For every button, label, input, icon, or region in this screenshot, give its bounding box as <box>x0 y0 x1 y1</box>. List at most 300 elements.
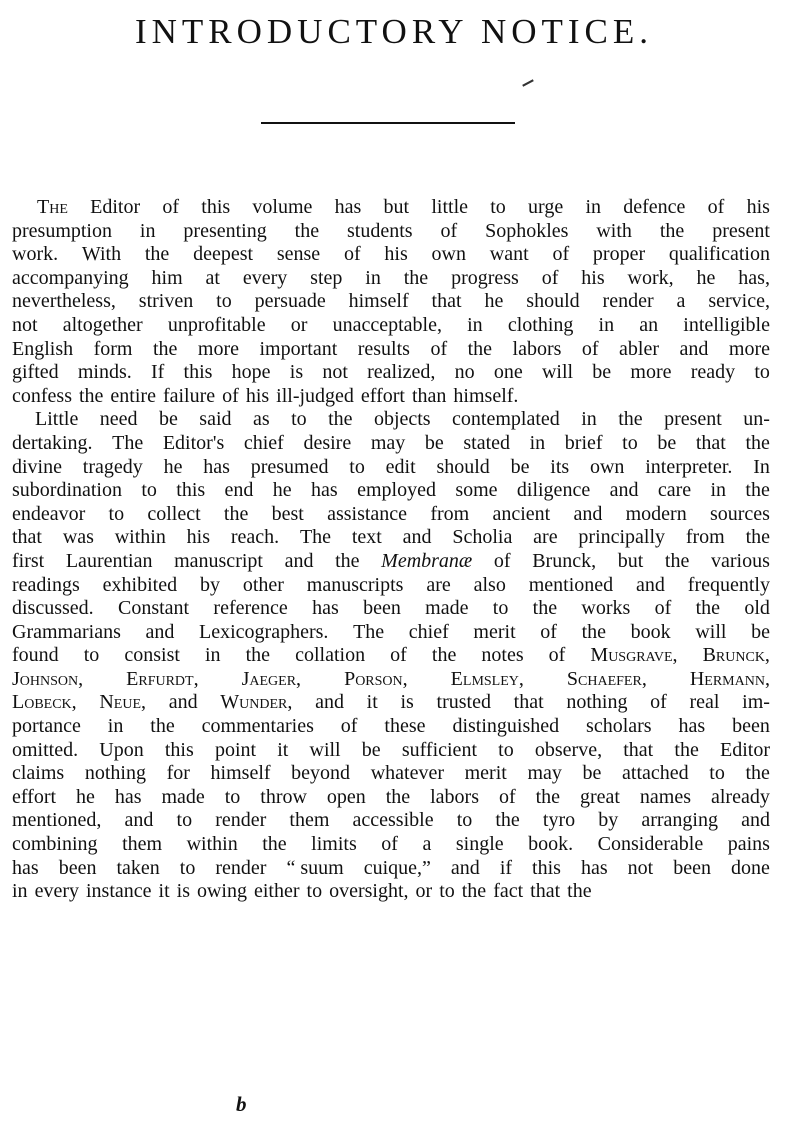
word: also <box>473 573 506 596</box>
word: the <box>745 526 770 549</box>
word: to <box>622 431 638 454</box>
word: limits <box>311 833 357 856</box>
word: merit <box>464 762 507 785</box>
word: The <box>112 431 144 454</box>
word: of <box>162 196 180 218</box>
word: be <box>361 738 381 761</box>
word: deepest <box>193 243 254 266</box>
word: the <box>745 762 770 785</box>
word: will <box>309 738 341 761</box>
word: be <box>592 361 612 384</box>
text-line <box>12 786 770 810</box>
word: Sophokles <box>485 219 569 242</box>
word: be <box>158 408 178 431</box>
word: oversight, <box>329 880 409 903</box>
word: with <box>596 219 632 242</box>
word: at <box>205 266 220 289</box>
word: un- <box>743 408 770 431</box>
word: real <box>689 691 720 714</box>
text-line <box>12 408 770 432</box>
word: has <box>114 785 142 808</box>
word: in <box>12 880 28 903</box>
word: work. <box>12 243 59 266</box>
word: by <box>199 573 220 596</box>
word: striven <box>138 290 194 313</box>
word: the <box>567 880 592 903</box>
title-rule <box>261 122 515 124</box>
word: the <box>152 337 178 360</box>
word: and <box>124 809 154 832</box>
word: this <box>201 196 231 218</box>
word: realized, <box>367 361 436 384</box>
word: trusted <box>436 691 491 714</box>
word: than <box>411 384 447 407</box>
word: urge <box>528 196 564 218</box>
word: in <box>598 313 615 336</box>
word: subordination <box>12 479 122 502</box>
word: accessible <box>352 809 434 832</box>
word: will <box>695 620 727 643</box>
word: he <box>272 479 292 502</box>
word: to <box>224 785 241 808</box>
word: nothing <box>84 762 146 785</box>
word: the <box>659 219 685 242</box>
word: more <box>197 337 239 360</box>
word: Schaefer, <box>566 667 647 690</box>
word: objects <box>373 408 431 431</box>
text-line <box>12 479 770 503</box>
word: has <box>580 856 608 879</box>
word: notes <box>481 644 524 667</box>
word: beyond <box>291 762 351 785</box>
word: single <box>455 833 504 856</box>
word: made <box>161 785 205 808</box>
word: various <box>710 549 770 572</box>
word: ready <box>690 361 736 384</box>
word: desire <box>303 431 352 454</box>
word: will <box>541 361 574 384</box>
word: the <box>495 809 520 832</box>
word: labors <box>512 337 562 360</box>
word: that <box>431 290 462 313</box>
word: hope <box>231 361 271 384</box>
word: best <box>271 502 304 525</box>
word: important <box>259 337 338 360</box>
text-line <box>12 880 770 904</box>
word: one <box>493 361 523 384</box>
word: need <box>99 408 138 431</box>
word: should <box>526 290 580 313</box>
word: present <box>712 219 770 242</box>
word: this <box>183 361 213 384</box>
word: interpreter. <box>645 455 733 478</box>
word: With <box>81 243 122 266</box>
word: claims <box>12 762 65 785</box>
word: Editor <box>90 196 141 218</box>
word: the <box>144 243 170 266</box>
word: every <box>34 880 79 903</box>
word: divine <box>12 455 62 478</box>
word: been <box>732 715 770 738</box>
word: some <box>455 479 498 502</box>
word: Brunck, <box>702 644 770 667</box>
word: not <box>322 361 348 384</box>
word: that <box>513 691 544 714</box>
word: the <box>461 880 487 903</box>
text-line <box>12 809 770 833</box>
word: is <box>289 361 304 384</box>
text-line <box>12 550 770 574</box>
word: has <box>334 196 362 218</box>
word: render <box>215 856 267 879</box>
word: be <box>510 455 530 478</box>
word: pains <box>727 833 770 856</box>
word: to <box>498 738 514 761</box>
word: to <box>216 290 232 313</box>
word: to <box>439 880 455 903</box>
word: form <box>93 337 133 360</box>
word: book <box>630 620 671 643</box>
word: Laurentian <box>65 549 153 572</box>
word: to <box>291 408 307 431</box>
word: tyro <box>542 809 576 832</box>
word: brief <box>564 431 603 454</box>
word: throw <box>260 785 307 808</box>
word: reference <box>213 597 288 620</box>
word: In <box>753 455 770 478</box>
word: this <box>164 738 194 761</box>
word: his <box>384 243 408 266</box>
word: service, <box>708 290 770 313</box>
word: first <box>12 549 45 572</box>
word: of <box>493 549 511 572</box>
word: be <box>751 620 770 643</box>
ink-speck <box>522 79 534 86</box>
word: the <box>581 620 607 643</box>
word: the <box>695 597 721 620</box>
word: merit <box>473 620 516 643</box>
word: assistance <box>327 502 408 525</box>
signature-mark: b <box>236 1092 247 1116</box>
word: them <box>289 809 330 832</box>
word: persuade <box>254 290 326 313</box>
text-line <box>12 290 770 314</box>
word: in <box>710 479 727 502</box>
word: distinguished <box>452 715 560 738</box>
word: not <box>627 856 654 879</box>
text-line <box>12 196 770 220</box>
word: may <box>370 431 406 454</box>
word: the <box>385 785 411 808</box>
word: proper <box>592 243 646 266</box>
word: presenting <box>183 219 267 242</box>
word: text <box>351 526 382 549</box>
word: and <box>168 691 198 714</box>
word: more <box>728 337 770 360</box>
text-line <box>12 833 770 857</box>
word: If <box>151 361 165 384</box>
word: for <box>166 762 190 785</box>
word: presumed <box>250 455 329 478</box>
word: edit <box>385 455 416 478</box>
word: frequently <box>687 573 770 596</box>
text-line <box>12 668 770 692</box>
word: to <box>456 809 473 832</box>
word: and <box>741 809 770 832</box>
word: to <box>141 479 157 502</box>
word: these <box>384 715 426 738</box>
word: and <box>450 856 480 879</box>
word: it <box>366 691 378 714</box>
word: the <box>745 479 770 502</box>
word: to <box>492 597 509 620</box>
word: nevertheless, <box>12 290 116 313</box>
word: Little <box>35 408 79 431</box>
word: been <box>58 856 97 879</box>
word: of <box>498 785 516 808</box>
text-line <box>12 220 770 244</box>
word: Upon <box>99 738 144 761</box>
word: been <box>673 856 711 879</box>
word: of <box>541 266 559 289</box>
word: the <box>664 549 690 572</box>
word: step <box>310 266 343 289</box>
word: in <box>585 196 602 218</box>
word: the <box>294 219 320 242</box>
word: The <box>299 526 332 549</box>
word: consist <box>124 644 180 667</box>
word: the <box>532 597 558 620</box>
word: Elmsley, <box>450 667 524 690</box>
word: and <box>573 502 603 525</box>
word: of <box>381 833 398 856</box>
word: nothing <box>566 691 628 714</box>
word: the <box>328 408 353 431</box>
word: this <box>532 856 561 879</box>
word: endeavor <box>12 502 86 525</box>
word: manuscripts <box>306 573 404 596</box>
word: Lexicographers. <box>199 620 329 643</box>
word: Constant <box>117 597 190 620</box>
word: of <box>390 644 407 667</box>
text-line <box>12 739 770 763</box>
word: an <box>639 313 659 336</box>
word: altogether <box>62 313 143 336</box>
word: fact <box>493 880 524 903</box>
word: results <box>357 337 410 360</box>
word: of <box>552 243 570 266</box>
word: reach. <box>230 526 280 549</box>
word: portance <box>12 715 81 738</box>
word: as <box>252 408 270 431</box>
word: of <box>540 620 557 643</box>
word: combining <box>12 833 98 856</box>
word: point <box>214 738 257 761</box>
word: effort <box>360 384 405 407</box>
word: minds. <box>77 361 132 384</box>
word: manuscript <box>174 549 263 572</box>
word: by <box>598 809 619 832</box>
word: of <box>654 597 672 620</box>
word: made <box>425 597 469 620</box>
word: Editor <box>719 738 770 761</box>
word: from <box>430 502 470 525</box>
text-line <box>12 267 770 291</box>
word: entire <box>110 384 156 407</box>
word: works <box>581 597 631 620</box>
word: effort <box>12 785 57 808</box>
word: great <box>579 785 620 808</box>
word: or <box>415 880 433 903</box>
word: but <box>383 196 410 218</box>
word: himself <box>348 290 409 313</box>
word: work, <box>627 266 674 289</box>
word: discussed. <box>12 597 94 620</box>
word: in <box>139 219 156 242</box>
word: presumption <box>12 219 112 242</box>
word: scholars <box>586 715 652 738</box>
word: it <box>158 880 170 903</box>
word: has <box>12 856 39 879</box>
word: more <box>630 361 672 384</box>
word: im- <box>742 691 770 714</box>
word: said <box>199 408 232 431</box>
word: old <box>744 597 770 620</box>
word: “ suum <box>286 856 344 879</box>
word: omitted. <box>12 738 79 761</box>
word: in <box>365 266 381 289</box>
word: sufficient <box>401 738 477 761</box>
word: has <box>678 715 706 738</box>
word: his <box>746 196 770 218</box>
word: Jaeger, <box>241 667 302 690</box>
text-line <box>12 857 770 881</box>
word: owing <box>196 880 247 903</box>
word: unprofitable <box>167 313 266 336</box>
word: own <box>431 243 466 266</box>
word: sources <box>709 502 770 525</box>
word: tragedy <box>82 455 143 478</box>
word: that <box>530 880 561 903</box>
word: his <box>186 526 211 549</box>
word: to <box>490 196 506 218</box>
word: be <box>657 431 677 454</box>
word: chief <box>243 431 284 454</box>
word: qualification <box>668 243 770 266</box>
word: in <box>529 431 546 454</box>
word: contemplated <box>452 408 560 431</box>
word: are <box>533 526 558 549</box>
word: Grammarians <box>12 620 121 643</box>
page-title: INTRODUCTORY NOTICE. <box>134 12 654 51</box>
word: book. <box>528 833 574 856</box>
word: present <box>664 408 722 431</box>
word: mentioned <box>528 573 614 596</box>
word: in <box>581 408 597 431</box>
word: the <box>618 408 643 431</box>
word: and <box>402 526 432 549</box>
word: found <box>12 644 59 667</box>
word: ancient <box>492 502 551 525</box>
word: students <box>347 219 413 242</box>
word: Johnson, <box>12 667 84 690</box>
word: within <box>186 833 238 856</box>
text-line <box>12 621 770 645</box>
word: either <box>253 880 300 903</box>
word: to <box>709 762 725 785</box>
word: that <box>695 431 726 454</box>
word: been <box>363 597 401 620</box>
word: and <box>679 337 709 360</box>
word: but <box>617 549 644 572</box>
word: should <box>436 455 490 478</box>
word: has, <box>738 266 770 289</box>
word: a <box>422 833 432 856</box>
word: to <box>83 644 100 667</box>
word: in <box>467 313 483 336</box>
word: of <box>650 691 667 714</box>
word: observe, <box>534 738 603 761</box>
word: he <box>696 266 716 289</box>
word: be <box>582 762 602 785</box>
word: or <box>290 313 308 336</box>
word: are <box>426 573 451 596</box>
text-line <box>12 574 770 598</box>
word: open <box>326 785 366 808</box>
word: its <box>550 455 570 478</box>
word: sense <box>276 243 321 266</box>
word: The <box>353 620 385 643</box>
word: his <box>245 384 270 407</box>
word: render <box>602 290 654 313</box>
word: attached <box>622 762 689 785</box>
word: is <box>400 691 414 714</box>
word: Membranæ <box>381 549 473 572</box>
text-line <box>12 526 770 550</box>
word: diligence <box>516 479 591 502</box>
word: render <box>215 809 267 832</box>
word: of <box>340 715 358 738</box>
word: the <box>745 431 770 454</box>
word: end <box>224 479 254 502</box>
word: principally <box>578 526 666 549</box>
word: and <box>284 549 314 572</box>
word: he <box>484 290 504 313</box>
word: Musgrave, <box>590 644 678 667</box>
text-line <box>12 715 770 739</box>
word: Editor's <box>162 431 225 454</box>
word: the <box>431 644 457 667</box>
text-line <box>12 361 770 385</box>
word: labors <box>430 785 480 808</box>
word: and <box>636 573 665 596</box>
word: has <box>312 597 339 620</box>
word: that <box>623 738 654 761</box>
word: from <box>685 526 725 549</box>
word: Brunck, <box>532 549 597 572</box>
word: the <box>535 785 561 808</box>
word: intelligible <box>683 313 770 336</box>
word: Neue, <box>99 691 147 714</box>
word: arranging <box>641 809 718 832</box>
word: of <box>430 337 448 360</box>
word: this <box>176 479 206 502</box>
word: himself. <box>453 384 519 407</box>
word: and <box>609 479 639 502</box>
word: modern <box>625 502 687 525</box>
word: to <box>179 856 196 879</box>
word: mentioned, <box>12 809 102 832</box>
